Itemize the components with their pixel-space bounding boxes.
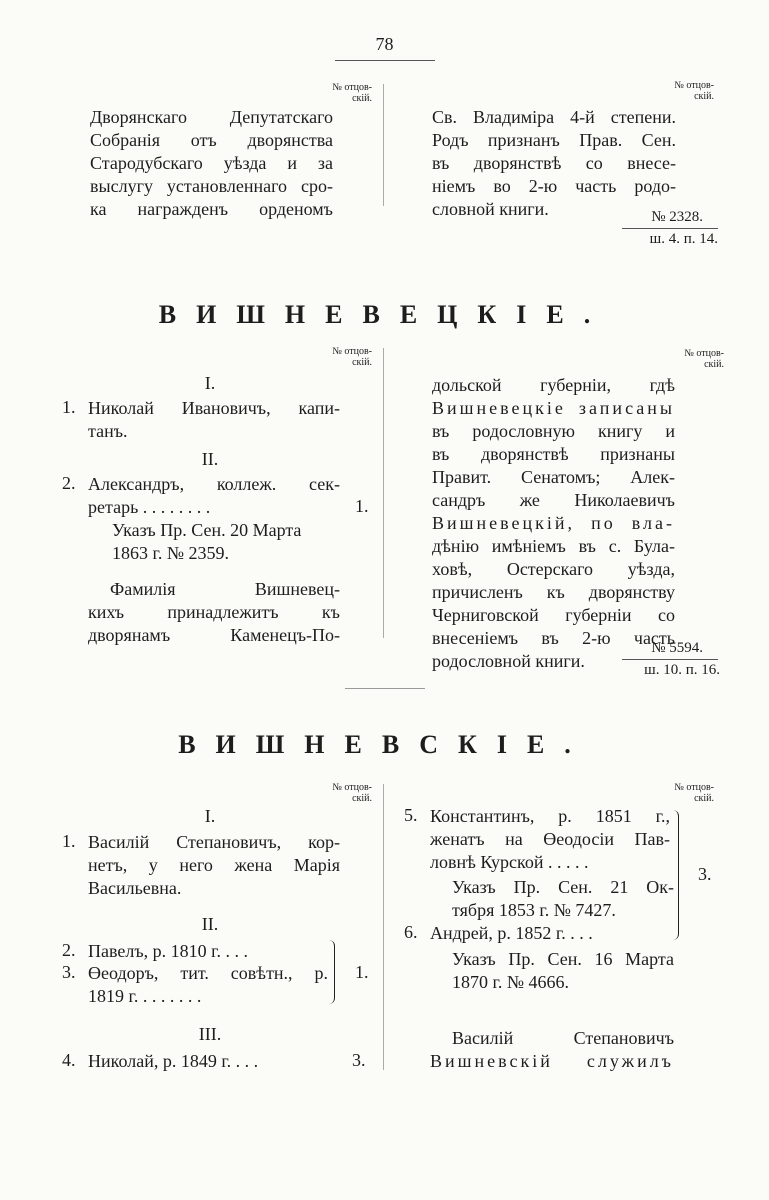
ref-rule — [622, 228, 718, 229]
record-number: № 5594. — [651, 640, 703, 656]
text-line: въ дворянствѣ признаны — [432, 444, 675, 464]
text-line: причисленъ къ дворянству — [432, 582, 675, 602]
text-line: ка награжденъ орденомъ — [90, 199, 333, 219]
otsov-header-right: № отцов- скій. — [684, 348, 724, 370]
brace-icon — [672, 810, 679, 940]
text-line: въ родословную книгу и — [432, 421, 675, 441]
text-line: Вишневецкій, по вла- — [432, 513, 675, 533]
otsov-header-left: № отцов- скій. — [332, 346, 372, 368]
text-line: сандръ же Николаевичъ — [432, 490, 675, 510]
text-line: Собранія отъ дворянства — [90, 130, 333, 150]
text-line: дѣнію имѣніемъ въ с. Була- — [432, 536, 675, 556]
page-number: 78 — [375, 34, 394, 54]
text-line: танъ. — [88, 421, 128, 441]
person-entry: Андрей, р. 1852 г. . . . — [430, 923, 593, 943]
text-line: ховѣ, Остерскаго уѣзда, — [432, 559, 675, 579]
text-line: 1870 г. № 4666. — [452, 972, 570, 992]
text-line: ніемъ во 2-ю часть родо- — [432, 176, 676, 196]
text-line: Александръ, коллеж. сек- — [88, 474, 340, 494]
brace-icon — [328, 940, 335, 1004]
generation-numeral: I. — [204, 373, 216, 393]
father-ref: 1. — [355, 496, 369, 516]
text-line: Черниговской губерніи со — [432, 605, 675, 625]
text-line: ловнѣ Курской . . . . . — [430, 852, 589, 872]
text-line: Св. Владиміра 4-й степени. — [432, 107, 676, 127]
text-line: родословной книги. — [432, 651, 585, 671]
text-line: Николай Ивановичъ, капи- — [88, 398, 340, 418]
otsov-header-left: № отцов- скій. — [332, 82, 372, 104]
column-separator — [383, 784, 384, 1070]
text-line: Дворянскаго Депутатскаго — [90, 107, 333, 127]
text-line: Василій Степановичъ, кор- — [88, 832, 340, 852]
text-line: Вишневецкіе записаны — [432, 398, 675, 418]
text-line: Указъ Пр. Сен. 21 Ок- — [452, 877, 674, 897]
top-right-paragraph — [432, 106, 676, 221]
decree-ref — [452, 876, 674, 922]
text-line: кихъ принадлежитъ къ — [88, 602, 340, 622]
generation-numeral: II. — [201, 914, 219, 934]
section-title: ВИШНЕВСКІЕ. — [178, 730, 591, 759]
top-left-paragraph — [90, 106, 333, 221]
father-ref: 1. — [355, 962, 369, 982]
text-line: выслугу установленнаго сро- — [90, 176, 333, 196]
otsov-header-right: № отцов- скій. — [674, 782, 714, 804]
text-line: Константинъ, р. 1851 г., — [430, 806, 670, 826]
person-number: 5. — [404, 805, 418, 825]
family-note-continued — [432, 374, 675, 673]
text-line: дольской губерніи, гдѣ — [432, 375, 675, 395]
text-line: въ дворянствѣ со внесе- — [432, 153, 676, 173]
decree-ref — [112, 519, 342, 565]
header-rule — [335, 60, 435, 61]
text-line: Родъ признанъ Прав. Сен. — [432, 130, 676, 150]
text-line: ретарь . . . . . . . . — [88, 497, 211, 517]
person-entry — [88, 473, 340, 519]
father-ref: 3. — [352, 1050, 366, 1070]
text-line: Указъ Пр. Сен. 20 Марта — [112, 520, 302, 540]
decree-ref — [452, 948, 674, 994]
person-number: 1. — [62, 397, 76, 417]
generation-numeral: I. — [204, 806, 216, 826]
text-line: Васильевна. — [88, 878, 182, 898]
column-separator — [383, 84, 384, 206]
text-line: дворянамъ Каменецъ-По- — [88, 625, 340, 645]
text-line: словной книги. — [432, 199, 549, 219]
person-entry — [88, 831, 340, 900]
column-separator — [383, 348, 384, 638]
text-line: Правит. Сенатомъ; Алек- — [432, 467, 675, 487]
text-line: нетъ, у него жена Марія — [88, 855, 340, 875]
text-line: 1819 г. . . . . . . . — [88, 986, 202, 1006]
text-line: Василій Степановичъ — [452, 1028, 674, 1048]
family-note — [88, 578, 340, 647]
text-line: женатъ на Өеодосіи Пав- — [430, 829, 670, 849]
person-entry: Николай, р. 1849 г. . . . — [88, 1051, 259, 1071]
person-number: 1. — [62, 831, 76, 851]
generation-numeral: III. — [198, 1024, 222, 1044]
record-number: № 2328. — [651, 209, 703, 225]
otsov-header-left: № отцов- скій. — [332, 782, 372, 804]
ref-rule — [622, 659, 718, 660]
text-line: Стародубскаго уѣзда и за — [90, 153, 333, 173]
text-line: Өеодоръ, тит. совѣтн., р. — [88, 963, 328, 983]
father-ref: 3. — [698, 864, 712, 884]
record-location: ш. 10. п. 16. — [644, 662, 720, 678]
text-line: Фамилія Вишневец- — [110, 579, 340, 599]
text-line: тября 1853 г. № 7427. — [452, 900, 616, 920]
text-line: внесеніемъ въ 2-ю часть — [432, 628, 675, 648]
person-entry — [430, 805, 670, 874]
person-number: 4. — [62, 1050, 76, 1070]
section-title: ВИШНЕВЕЦКІЕ. — [158, 300, 611, 329]
generation-numeral: II. — [201, 449, 219, 469]
person-entry — [88, 962, 328, 1008]
person-number: 2. — [62, 473, 76, 493]
person-entry — [88, 397, 340, 443]
text-line: 1863 г. № 2359. — [112, 543, 230, 563]
person-number: 2. — [62, 940, 76, 960]
otsov-header-right: № отцов- скій. — [674, 80, 714, 102]
family-note — [430, 1027, 674, 1073]
section-rule — [345, 688, 425, 689]
person-number: 6. — [404, 922, 418, 942]
text-line: Вишневскій служилъ — [430, 1051, 674, 1071]
person-entry: Павелъ, р. 1810 г. . . . — [88, 941, 249, 961]
person-number: 3. — [62, 962, 76, 982]
text-line: Указъ Пр. Сен. 16 Марта — [452, 949, 674, 969]
record-location: ш. 4. п. 14. — [649, 231, 718, 247]
